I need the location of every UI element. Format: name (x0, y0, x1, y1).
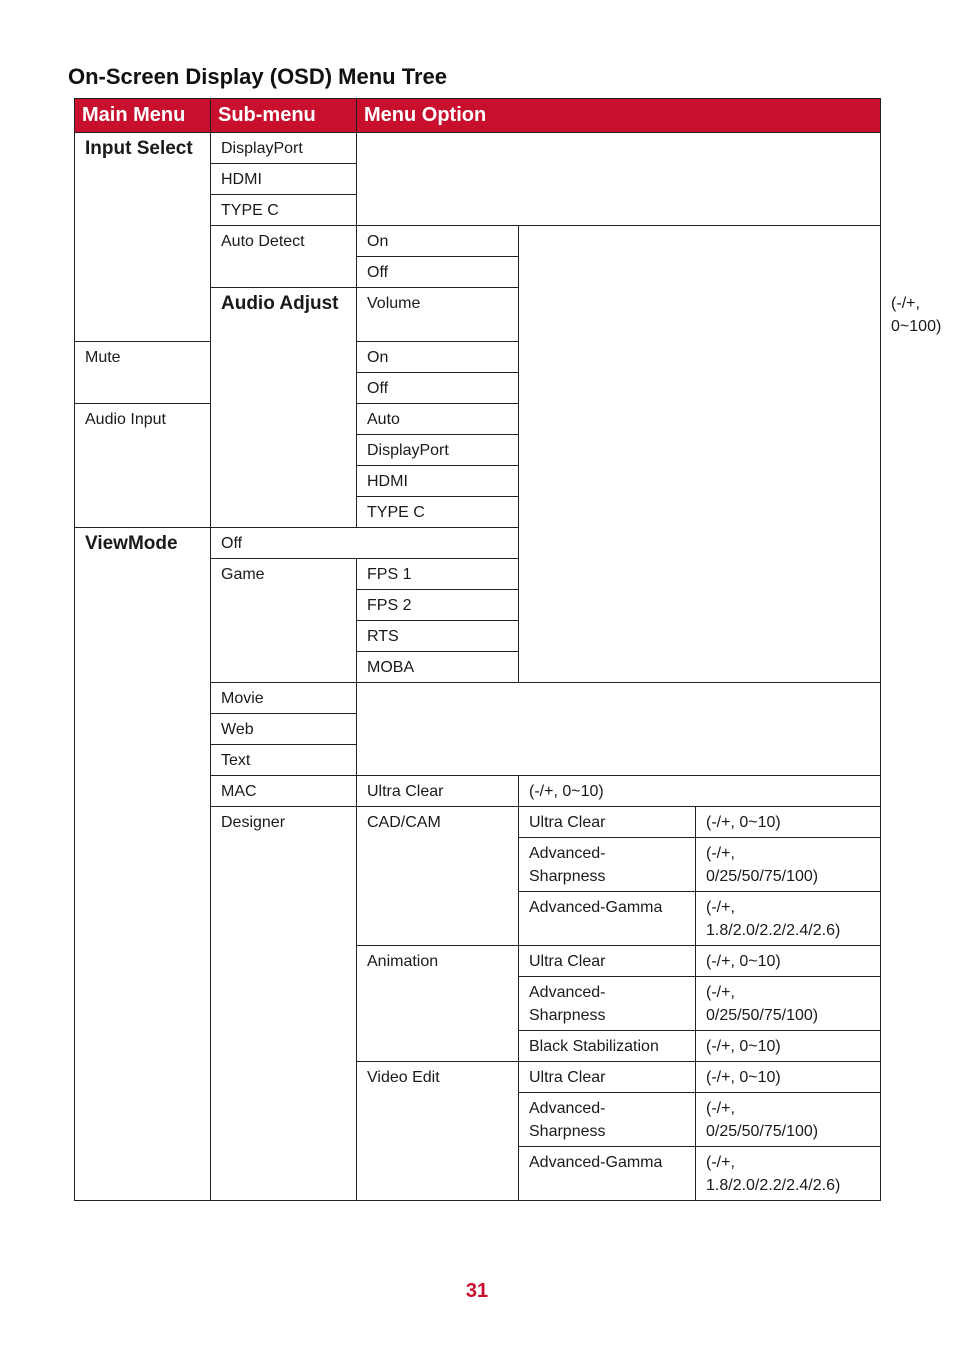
option-mute-off: Off (357, 373, 519, 404)
sub-web: Web (211, 714, 357, 745)
option-off: Off (357, 257, 519, 288)
header-menu-option: Menu Option (357, 99, 881, 133)
sub-movie: Movie (211, 683, 357, 714)
header-sub-menu: Sub-menu (211, 99, 357, 133)
main-audio-adjust: Audio Adjust (211, 288, 357, 528)
sub-designer: Designer (211, 807, 357, 1201)
option-mute-on: On (357, 342, 519, 373)
option-cadcam-gamma-range: (-/+, 1.8/2.0/2.2/2.4/2.6) (696, 892, 881, 946)
option-animation-sharpness-range: (-/+, 0/25/50/75/100) (696, 977, 881, 1031)
option-video-edit-ultra-clear-range: (-/+, 0~10) (696, 1062, 881, 1093)
sub-mac: MAC (211, 776, 357, 807)
page-title: On-Screen Display (OSD) Menu Tree (68, 64, 447, 89)
sub-text: Text (211, 745, 357, 776)
option-cadcam-ultra-clear: Ultra Clear (519, 807, 696, 838)
option-video-edit-ultra-clear: Ultra Clear (519, 1062, 696, 1093)
main-viewmode: ViewMode (75, 528, 211, 1201)
option-cadcam-ultra-clear-range: (-/+, 0~10) (696, 807, 881, 838)
empty-cell (519, 226, 881, 683)
option-video-edit-sharpness: Advanced- Sharpness (519, 1093, 696, 1147)
empty-cell (357, 133, 881, 226)
option-ai-auto: Auto (357, 404, 519, 435)
sub-audio-input: Audio Input (75, 404, 211, 528)
option-cadcam-sharpness: Advanced- Sharpness (519, 838, 696, 892)
table-row (75, 133, 881, 164)
option-mac-ultra-clear-range: (-/+, 0~10) (519, 776, 881, 807)
sub-typec: TYPE C (211, 195, 357, 226)
sub-displayport: DisplayPort (211, 133, 357, 164)
option-video-edit-gamma-range: (-/+, 1.8/2.0/2.2/2.4/2.6) (696, 1147, 881, 1201)
option-mac-ultra-clear: Ultra Clear (357, 776, 519, 807)
option-fps2: FPS 2 (357, 590, 519, 621)
sub-hdmi: HDMI (211, 164, 357, 195)
option-video-edit-sharpness-range: (-/+, 0/25/50/75/100) (696, 1093, 881, 1147)
option-rts: RTS (357, 621, 519, 652)
option-animation-ultra-clear: Ultra Clear (519, 946, 696, 977)
osd-menu-tree-table (74, 98, 942, 1201)
sub-mute: Mute (75, 342, 211, 404)
sub-auto-detect: Auto Detect (211, 226, 357, 288)
option-cadcam-gamma: Advanced-Gamma (519, 892, 696, 946)
option-ai-typec: TYPE C (357, 497, 519, 528)
option-animation-ultra-clear-range: (-/+, 0~10) (696, 946, 881, 977)
sub-off: Off (211, 528, 519, 559)
option-animation-black-stabilization-range: (-/+, 0~10) (696, 1031, 881, 1062)
main-input-select: Input Select (75, 133, 211, 342)
option-video-edit: Video Edit (357, 1062, 519, 1201)
header-main-menu: Main Menu (75, 99, 211, 133)
option-animation-sharpness: Advanced- Sharpness (519, 977, 696, 1031)
option-animation: Animation (357, 946, 519, 1062)
option-ai-displayport: DisplayPort (357, 435, 519, 466)
page-number: 31 (465, 1280, 489, 1302)
option-cadcam-sharpness-range: (-/+, 0/25/50/75/100) (696, 838, 881, 892)
sub-volume: Volume (357, 288, 519, 342)
option-animation-black-stabilization: Black Stabilization (519, 1031, 696, 1062)
option-ai-hdmi: HDMI (357, 466, 519, 497)
option-cadcam: CAD/CAM (357, 807, 519, 946)
table-row: Audio Adjust Volume (-/+, 0~100) (75, 288, 881, 342)
sub-game: Game (211, 559, 357, 683)
option-video-edit-gamma: Advanced-Gamma (519, 1147, 696, 1201)
empty-cell (357, 683, 881, 776)
option-on: On (357, 226, 519, 257)
option-fps1: FPS 1 (357, 559, 519, 590)
header-row (75, 99, 881, 133)
option-moba: MOBA (357, 652, 519, 683)
